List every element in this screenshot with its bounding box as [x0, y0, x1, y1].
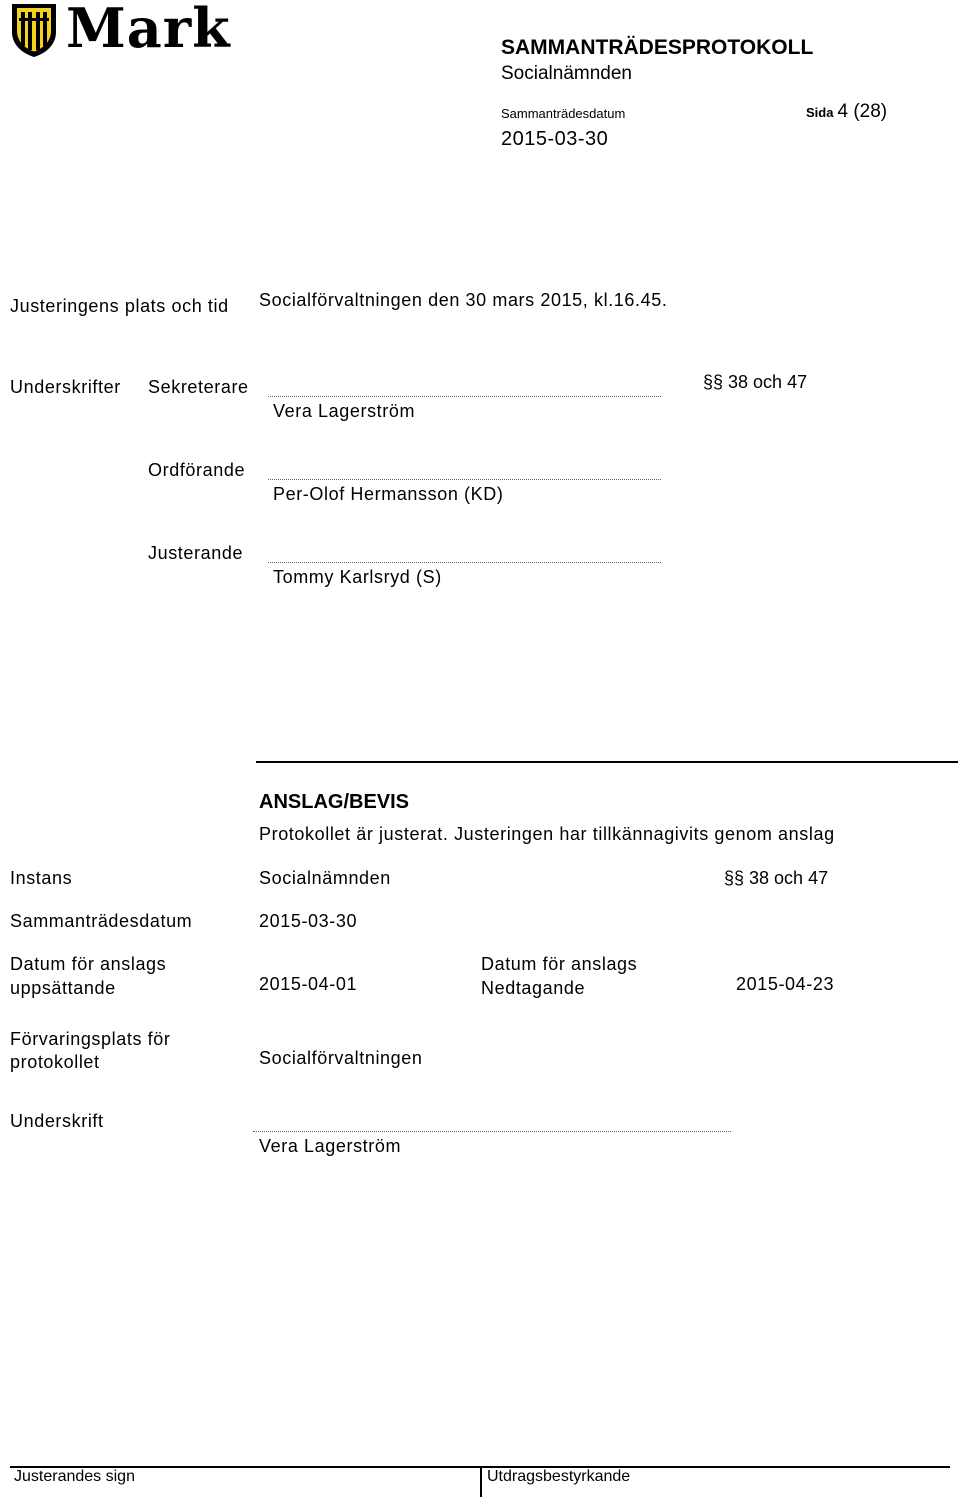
- footer-justerandes-sign: Justerandes sign: [14, 1468, 135, 1485]
- signature-line-justerande: [268, 562, 661, 563]
- section-divider: [256, 761, 958, 763]
- logo: [10, 2, 240, 60]
- footer-separator: [480, 1467, 482, 1497]
- signer-name-ordforande: Per-Olof Hermansson (KD): [273, 484, 504, 504]
- page-number: 4: [837, 101, 849, 122]
- document-subtitle: Socialnämnden: [501, 63, 632, 84]
- instans-label: Instans: [10, 868, 73, 888]
- sammantradesdatum-value: 2015-03-30: [259, 911, 358, 931]
- page-total: (28): [853, 101, 888, 122]
- anslag-intro: Protokollet är justerat. Justeringen har tillkännagivits genom anslag: [259, 824, 835, 844]
- footer-utdragsbestyrkande: Utdragsbestyrkande: [487, 1468, 631, 1485]
- header-date-label: Sammanträdesdatum: [501, 106, 626, 121]
- logo-wordmark: Mark: [66, 0, 231, 60]
- forvaring-label-line1: Förvaringsplats för: [10, 1029, 171, 1049]
- signer-role-justerande: Justerande: [148, 543, 244, 563]
- document-title: SAMMANTRÄDESPROTOKOLL: [501, 36, 814, 59]
- header-date: 2015-03-30: [501, 128, 609, 150]
- forvaring-label-line2: protokollet: [10, 1052, 100, 1072]
- signer-name-justerande: Tommy Karlsryd (S): [273, 567, 442, 587]
- sammantradesdatum-label: Sammanträdesdatum: [10, 911, 193, 931]
- signer-role-ordforande: Ordförande: [148, 460, 246, 480]
- nedtagande-value: 2015-04-23: [736, 974, 835, 994]
- uppsattande-label-line2: uppsättande: [10, 978, 116, 998]
- instans-paragraphs: §§ 38 och 47: [724, 868, 829, 888]
- coat-of-arms-icon: [10, 2, 58, 58]
- page-indicator: [806, 101, 887, 123]
- signature-line-ordforande: [268, 479, 661, 480]
- justering-label: Justeringens plats och tid: [10, 296, 229, 316]
- nedtagande-label-line1: Datum för anslags: [481, 954, 638, 974]
- instans-value: Socialnämnden: [259, 868, 391, 888]
- uppsattande-label-line1: Datum för anslags: [10, 954, 167, 974]
- anslag-title: ANSLAG/BEVIS: [259, 791, 410, 813]
- underskrift-label: Underskrift: [10, 1111, 104, 1131]
- underskrifter-paragraphs: §§ 38 och 47: [703, 372, 808, 392]
- page-label: Sida: [806, 105, 834, 120]
- signature-line-anslag: [253, 1131, 731, 1132]
- nedtagande-label-line2: Nedtagande: [481, 978, 586, 998]
- underskrift-name: Vera Lagerström: [259, 1136, 402, 1156]
- signature-line-sekreterare: [268, 396, 661, 397]
- signer-name-sekreterare: Vera Lagerström: [273, 401, 416, 421]
- uppsattande-value: 2015-04-01: [259, 974, 358, 994]
- justering-value: Socialförvaltningen den 30 mars 2015, kl.16.45.: [259, 290, 668, 310]
- forvaring-value: Socialförvaltningen: [259, 1048, 423, 1068]
- underskrifter-label: Underskrifter: [10, 377, 121, 397]
- signer-role-sekreterare: Sekreterare: [148, 377, 249, 397]
